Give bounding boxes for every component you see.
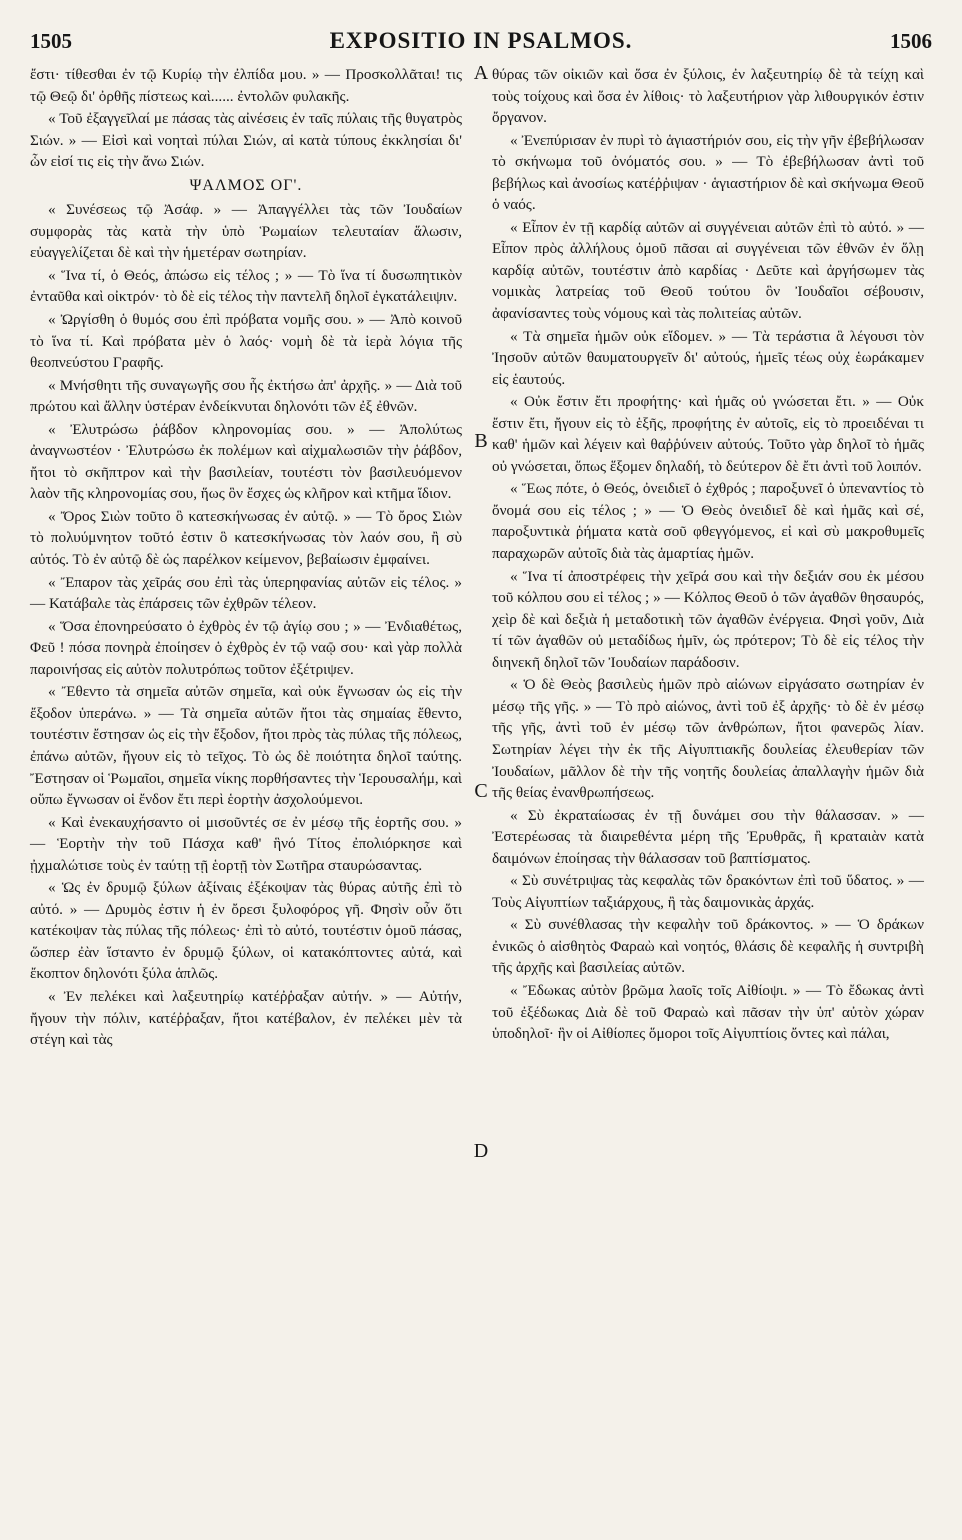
page-number-right: 1506 bbox=[890, 29, 932, 53]
paragraph: « Ὁ δὲ Θεὸς βασιλεὺς ἡμῶν πρὸ αἰώνων εἰργάσατο σωτηρίαν ἐν μέσῳ τῆς γῆς. » — Τὸ πρὸ αἰώνος, ἀντὶ τοῦ ἐξ ἀρχῆς· τὸ δὲ ἐν μέσῳ τῆς γῆς, ἀντὶ τοῦ ἐν μέσῳ τῶν ἀνθρώπων, ἤτοι φανερῶς λίαν. Σωτηρίαν λέγει τὴν ἐκ τῆς Αἰγυπτιακῆς δουλείας ἐλευθερίαν τῶν Ἰουδαίων, μᾶλλον δὲ τὴν τῆς νοητῆς δουλείας ἀπαλλαγὴν ἡμῶν διὰ τῆς θείας ἐνανθρωπήσεως. bbox=[492, 676, 924, 802]
paragraph: « Μνήσθητι τῆς συναγωγῆς σου ἧς ἐκτήσω ἀπ' ἀρχῆς. » — Διὰ τοῦ πρώτου καὶ ἄλλην ὑστέραν ἐνδείκνυται δηλονότι τῶν ἐξ ἐθνῶν. bbox=[30, 376, 462, 416]
paragraph: θύρας τῶν οἰκιῶν καὶ ὅσα ἐν ξύλοις, ἐν λαξευτηρίῳ δὲ τὰ τείχη καὶ τοὺς τοίχους καὶ ὅσα ἐν λίθοις· τὸ λαξευτήριον γὰρ λιθουργικόν ἐστιν ὄργανον. bbox=[492, 66, 924, 127]
paragraph: « Ἵνα τί, ὁ Θεός, ἀπώσω εἰς τέλος ; » — Τὸ ἵνα τί δυσωπητικὸν ἐνταῦθα καὶ οἰκτρόν· τὸ δὲ εἰς τέλος τὴν παντελῆ δηλοῖ ἐγκατάλειψιν. bbox=[30, 266, 462, 306]
paragraph: « Ἵνα τί ἀποστρέφεις τὴν χεῖρά σου καὶ τὴν δεξιάν σου ἐκ μέσου τοῦ κόλπου σου εἰ τέλος ; » — Κόλπος Θεοῦ ὁ τῶν ἀγαθῶν θησαυρός, χεὶρ δὲ καὶ δεξιὰ ἡ μεταδοτικὴ τῶν ἀγαθῶν ἐνέργεια. Φησὶ γοῦν, Διὰ τί τῶν ἀγαθῶν οὐ μεταδίδως ἡμῖν, ὡς πρότερον; Τὸ δὲ εἰς τέλος τὴν διηνεκῆ δηλοῖ τῶν Ἰουδαίων παράδοσιν. bbox=[492, 567, 924, 671]
page-number-left: 1505 bbox=[30, 29, 72, 53]
paragraph: « Τοῦ ἐξαγγεῖλαί με πάσας τὰς αἰνέσεις ἐν ταῖς πύλαις τῆς θυγατρὸς Σιών. » — Εἰσὶ καὶ νοηταὶ πύλαι Σιών, αἱ κατὰ τύπους ἐκκλησίαι δι' ὧν εἰσί τις εἰς τὴν ἄνω Σιών. bbox=[30, 110, 462, 171]
paragraph: « Ἔθεντο τὰ σημεῖα αὐτῶν σημεῖα, καὶ οὐκ ἔγνωσαν ὡς εἰς τὴν ἔξοδον ὑπεράνω. » — Τὰ σημεῖα αὐτῶν ἤτοι τὰς σημαίας ἔθεντο, τουτέστιν ἔστησαν ὡς εἰς τὴν ἔξοδον, ἤτοι πρὸς τὰς πύλας τῆς πόλεως, ἐπάνω αὐτῶν, ἤγουν εἰς τὸ τεῖχος. Τὸ ὡς δὲ ποιότητα δηλοῖ ταύτης. Ἔστησαν οἱ Ῥωμαῖοι, σημεῖα νίκης πορθήσαντες τὴν Ἱερουσαλήμ, καὶ οὕπω ἔγνωσαν οἱ ἔνδον ἔτι περὶ ἑορτὴν ἀσχολούμενοι. bbox=[30, 683, 462, 809]
section-marker-a: A bbox=[473, 62, 489, 84]
paragraph: « Ἐν πελέκει καὶ λαξευτηρίῳ κατέῤῥαξαν αὐτήν. » — Αὐτήν, ἤγουν τὴν πόλιν, κατέῤῥαξαν, ἤτοι κατέβαλον, ἐν πελέκει μὲν τὰ στέγη καὶ τὰς bbox=[30, 987, 462, 1049]
paragraph: « Εἶπον ἐν τῇ καρδίᾳ αὐτῶν αἱ συγγένειαι αὐτῶν ἐπὶ τὸ αὐτό. » — Εἶπον πρὸς ἀλλήλους ὁμοῦ πᾶσαι αἱ συγγένειαι τῶν ἐθνῶν ἐν ὅλῃ καρδίᾳ αὐτῶν, τουτέστιν ἀπὸ καρδίας · Δεῦτε καὶ ἀργήσωμεν τὰς νομικὰς λατρείας τοῦ Θεοῦ τούτου ὃν Ἰουδαῖοι σέβουσιν, ἀφανίσαντες τοὺς νόμους καὶ τὰς πολιτείας αὐτῶν. bbox=[492, 218, 924, 323]
right-column bbox=[492, 64, 924, 1046]
page-header bbox=[30, 28, 932, 62]
paragraph: « Σὺ συνέθλασας τὴν κεφαλὴν τοῦ δράκοντος. » — Ὁ δράκων ἐνικῶς ὁ αἰσθητὸς Φαραὼ καὶ νοητός, θλάσις δὲ κεφαλῆς ἡ συντριβὴ τῆς ἀρχῆς καὶ βασιλείας αὐτῶν. bbox=[492, 916, 924, 977]
paragraph: « Σὺ συνέτριψας τὰς κεφαλὰς τῶν δρακόντων ἐπὶ τοῦ ὕδατος. » — Τοὺς Αἰγυπτίων ταξιάρχους, ἢ τὰς δαιμονικὰς ἀρχάς. bbox=[492, 872, 924, 911]
section-marker-c: C bbox=[474, 780, 488, 802]
paragraph: « Ἕως πότε, ὁ Θεός, ὀνειδιεῖ ὁ ἐχθρός ; παροξυνεῖ ὁ ὑπεναντίος τὸ ὄνομά σου εἰς τέλος ; » — Ὁ Θεὸς ὀνειδιεῖ δὲ καὶ ἡμᾶς καὶ σέ, παροξυντικὰ ῥήματα κατὰ σοῦ φθεγγόμενος, εἰ καὶ σὺ μακροθυμεῖς παραχωρῶν αὐτοῖς διὰ τὰς ἁμαρτίας ἡμῶν. bbox=[492, 480, 924, 563]
paragraph: ἔστι· τίθεσθαι ἐν τῷ Κυρίῳ τὴν ἐλπίδα μου. » — Προσκολλᾶται! τις τῷ Θεῷ δι' ὀρθῆς πίστεως καὶ...... ἐντολῶν φυλακῆς. bbox=[30, 66, 462, 105]
paragraph: « Ὡς ἐν δρυμῷ ξύλων ἀξίναις ἐξέκοψαν τὰς θύρας αὐτῆς ἐπὶ τὸ αὐτό. » — Δρυμὸς ἐστιν ἡ ἐν ὄρεσι ξυλοφόρος γῆ. Φησὶν οὖν ὅτι κατέκοψαν τὰς πύλας τῆς πόλεως· ἐπὶ τὸ αὐτό, τουτέστιν ὁμοῦ πάσας, ὥσπερ ἐὰν ἵσταντο ἐν δρυμῷ ξύλων, οἱ κατακόπτοντες αὐτά, καὶ ἔκοπτον δηλονότι ξύλα ἁπλῶς. bbox=[30, 879, 462, 983]
paragraph: « Συνέσεως τῷ Ἀσάφ. » — Ἀπαγγέλλει τὰς τῶν Ἰουδαίων συμφορὰς τὰς κατὰ τὴν ὑπὸ Ῥωμαίων τελευταίαν ἅλωσιν, εὐαγγελίζεται δὲ καὶ τὴν ἡμετέραν σωτηρίαν. bbox=[30, 201, 462, 262]
paragraph: « Ὅσα ἐπονηρεύσατο ὁ ἐχθρὸς ἐν τῷ ἁγίῳ σου ; » — Ἐνδιαθέτως, Φεῦ ! πόσα πονηρὰ ἐποίησεν ὁ ἐχθρὸς ἐν τῷ ναῷ σου· καὶ γὰρ πολλὰ παροινήσας εἰς αὐτὸν πολυτρόπως τοῦτον ἐξέτριψεν. bbox=[30, 617, 462, 678]
paragraph: « Ὠργίσθη ὁ θυμός σου ἐπὶ πρόβατα νομῆς σου. » — Ἀπὸ κοινοῦ τὸ ἵνα τί. Καὶ πρόβατα μὲν ὁ λαός· νομὴ δὲ τὰ ἱερὰ λόγια τῆς θεοπνεύστου Γραφῆς. bbox=[30, 311, 462, 372]
paragraph: « Καὶ ἐνεκαυχήσαντο οἱ μισοῦντές σε ἐν μέσῳ τῆς ἑορτῆς σου. » — Ἑορτὴν τὴν τοῦ Πάσχα καθ' ἣνό Τίτος ἐπολιόρκησε καὶ ᾐχμαλώτισε τοὺς ἐν ταύτῃ τῇ ἑορτῇ τὸν Σωτῆρα σταυρώσαντας. bbox=[30, 813, 462, 874]
paragraph: « Ὄρος Σιὼν τοῦτο ὃ κατεσκήνωσας ἐν αὐτῷ. » — Τὸ ὄρος Σιὼν τὸ πολυύμνητον τοῦτό ἐστιν ὃ κατεσκήνωσας τὸν λαόν σου, ἢ σὺ αὐτός. Τὸ ἐν αὐτῷ δὲ ὡς παρέλκον κείμενον, βεβαίωσιν ἐμφαίνει. bbox=[30, 507, 462, 569]
paragraph: « Ἔδωκας αὐτὸν βρῶμα λαοῖς τοῖς Αἰθίοψι. » — Τὸ ἔδωκας ἀντὶ τοῦ ἐξέδωκας Διὰ δὲ τοῦ Φαραὼ καὶ πᾶσαν τὴν ὑπ' αὐτὸν χώραν ὑποδηλοῖ· ἣν οἱ Αἰθίοπες ὅμοροι τοῖς Αἰγυπτίοις ὄντες καὶ πάλαι, bbox=[492, 981, 924, 1043]
left-column bbox=[30, 64, 462, 1052]
paragraph: « Σὺ ἐκραταίωσας ἐν τῇ δυνάμει σου τὴν θάλασσαν. » — Ἐστερέωσας τὰ διαιρεθέντα μέρη τῆς Ἐρυθρᾶς, ἢ κραταιὰν κατὰ δαιμόνων ἐποίησας τὴν θάλασσαν τοῦ βαπτίσματος. bbox=[492, 806, 924, 867]
paragraph: « Ἔπαρον τὰς χεῖράς σου ἐπὶ τὰς ὑπερηφανίας αὐτῶν εἰς τέλος. » — Κατάβαλε τὰς ἐπάρσεις τῶν ἐχθρῶν τέλεον. bbox=[30, 573, 462, 613]
section-marker-d: D bbox=[473, 1140, 489, 1162]
paragraph: « Τὰ σημεῖα ἡμῶν οὐκ εἴδομεν. » — Τὰ τεράστια ἃ λέγουσι τὸν Ἰησοῦν αὐτῶν θαυματουργεῖν δι' αὐτούς, ἡμεῖς τέως οὐχ ἑωράκαμεν εἰς ἑαυτούς. bbox=[492, 327, 924, 388]
running-title: EXPOSITIO IN PSALMOS. bbox=[329, 28, 633, 53]
paragraph: « Οὐκ ἔστιν ἔτι προφήτης· καὶ ἡμᾶς οὐ γνώσεται ἔτι. » — Οὐκ ἔστιν ἔτι, ἤγουν εἰς τὸ ἑξῆς, προφήτης ἐν αὐτοῖς, εἰς τὸ προειδέναι τι καθ' ἡμῶν καὶ λέγειν καὶ θαῤῥύνειν αὐτούς. Τοῦτο γὰρ δηλοῖ τὸ ἡμᾶς οὐ γνώσεται, ὅπως ἕξομεν δηλαδή, τὸ δεύτερον δὲ ἔτι ἀντὶ τοῦ λοιπόν. bbox=[492, 393, 924, 475]
psalm-heading: ΨΑΛΜΟΣ ΟΓ'. bbox=[189, 176, 303, 194]
section-marker-b: B bbox=[474, 430, 488, 452]
paragraph: « Ἐλυτρώσω ῥάβδον κληρονομίας σου. » — Ἀπολύτως ἀναγνωστέον · Ἐλυτρώσω ἐκ πολέμων καὶ αἰχμαλωσιῶν τὴν ῥάβδον, ἤτοι τὸ σκῆπτρον καὶ τὴν βασιλείαν, τουτέστι τὸν βασιλευόμενον λαὸν τῆς κληρονομίας σου, ἥως ὃν ἔσχες ὡς κλῆρον καὶ κτῆμα ἴδιον. bbox=[30, 420, 462, 503]
paragraph: « Ἐνεπύρισαν ἐν πυρὶ τὸ ἁγιαστήριόν σου, εἰς τὴν γῆν ἐβεβήλωσαν τὸ σκήνωμα τοῦ ὀνόματός σου. » — Τὸ ἐβεβήλωσαν ἀντὶ τοῦ βεβήλως καὶ ἀνοσίως κατέῤῥιψαν · ἁγιαστήριον δὲ καὶ σκήνωμα Θεοῦ ὁ ναός. bbox=[492, 131, 924, 214]
